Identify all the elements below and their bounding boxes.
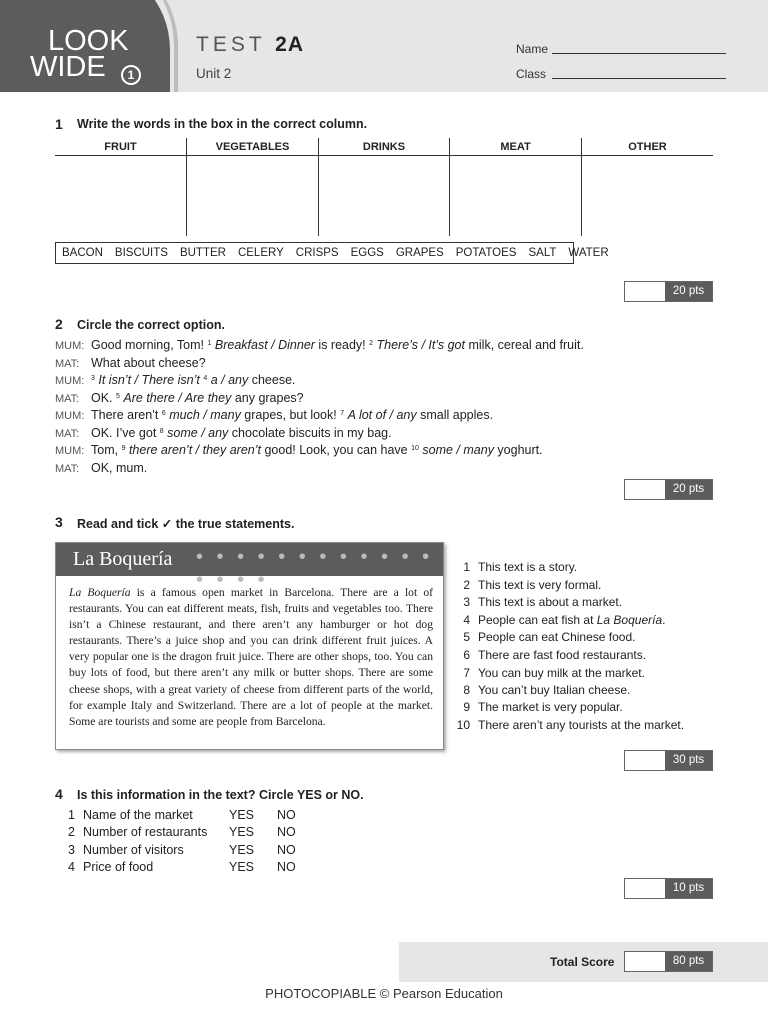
option-7[interactable]: A lot of / any (347, 408, 417, 422)
section-2-points: 20 pts (665, 480, 712, 499)
word-item: CRISPS (295, 247, 339, 259)
total-points: 80 pts (665, 952, 712, 971)
reading-title: La Boquería (73, 548, 173, 570)
info-item: 1 Name of the market YES NO (68, 808, 296, 822)
no-option[interactable]: NO (277, 825, 296, 839)
speaker: MUM: (55, 340, 85, 352)
section-1-points: 20 pts (665, 282, 712, 301)
statement-item[interactable]: 7 You can buy milk at the market. (463, 666, 645, 680)
dialogue-line: MAT: OK. I’ve got $^8$ some / any chocolate biscuits in my bag. (55, 426, 392, 440)
option-5[interactable]: Are there / Are they (123, 391, 232, 405)
yes-option[interactable]: YES (229, 843, 255, 857)
no-option[interactable]: NO (277, 860, 296, 874)
yes-option[interactable]: YES (229, 860, 255, 874)
logo-text-look: LOOK (48, 25, 129, 57)
info-item: 3 Number of visitors YES NO (68, 843, 296, 857)
no-option[interactable]: NO (277, 843, 296, 857)
section-3-number: 3 (55, 514, 63, 530)
class-field-line[interactable] (552, 78, 726, 79)
word-item: POTATOES (455, 247, 517, 259)
section-4-number: 4 (55, 786, 63, 802)
info-item: 4 Price of food YES NO (68, 860, 296, 874)
option-6[interactable]: much / many (169, 408, 241, 422)
statement-item[interactable]: 5 People can eat Chinese food. (463, 630, 636, 644)
statement-item[interactable]: 3 This text is about a market. (463, 595, 623, 609)
column-header: FRUIT (104, 141, 137, 153)
statement-item[interactable]: 8 You can’t buy Italian cheese. (463, 683, 631, 697)
section-2-score-box[interactable] (624, 479, 713, 500)
column-drinks[interactable] (318, 138, 449, 236)
footer-copyright: PHOTOCOPIABLE © Pearson Education (265, 986, 503, 1001)
word-item: GRAPES (395, 247, 444, 259)
option-4[interactable]: a / any (210, 373, 249, 387)
speaker: MUM: (55, 445, 85, 457)
name-field-line[interactable] (552, 53, 726, 54)
section-1-number: 1 (55, 116, 63, 132)
word-item: BUTTER (179, 247, 226, 259)
class-label: Class (516, 67, 547, 81)
section-4-title: Is this information in the text? Circle YES or NO. (77, 788, 364, 802)
option-10[interactable]: some / many (422, 443, 494, 457)
option-8[interactable]: some / any (167, 426, 229, 440)
dialogue-line: MAT: What about cheese? (55, 356, 206, 370)
section-4-score-box[interactable] (624, 878, 713, 899)
speaker: MAT: (55, 463, 80, 475)
word-item: SALT (528, 247, 557, 259)
section-1-title: Write the words in the box in the correct column. (77, 117, 368, 131)
no-option[interactable]: NO (277, 808, 296, 822)
dialogue-line: MUM: Tom, $^9$ there aren’t / they aren’t good! Look, you can have $^{10}$ some / many yoghurt. (55, 443, 543, 457)
total-score-label: Total Score (550, 955, 615, 969)
speaker: MUM: (55, 410, 85, 422)
speaker: MAT: (55, 428, 80, 440)
option-1[interactable]: Breakfast / Dinner (214, 338, 315, 352)
speaker: MAT: (55, 393, 80, 405)
column-header: DRINKS (362, 141, 406, 153)
column-header: VEGETABLES (215, 141, 290, 153)
info-item: 2 Number of restaurants YES NO (68, 825, 296, 839)
dialogue-line: MAT: OK. $^5$ Are there / Are they any grapes? (55, 391, 304, 405)
word-item: WATER (568, 247, 609, 259)
section-3-title: Read and tick ✓ the true statements. (77, 517, 295, 531)
yes-option[interactable]: YES (229, 825, 255, 839)
column-header: MEAT (500, 141, 531, 153)
column-meat[interactable] (449, 138, 581, 236)
unit-label: Unit 2 (196, 66, 232, 81)
test-id: 2A (275, 33, 304, 56)
statement-item[interactable]: 9 The market is very popular. (463, 700, 623, 714)
word-item: EGGS (350, 247, 384, 259)
reading-text-box (55, 542, 444, 750)
column-fruit[interactable] (55, 138, 186, 236)
name-label: Name (516, 42, 549, 56)
option-9[interactable]: there aren’t / they aren’t (128, 443, 261, 457)
option-3[interactable]: It isn’t / There isn’t (98, 373, 200, 387)
section-1-score-box[interactable] (624, 281, 713, 302)
statement-item[interactable]: 4 People can eat fish at La Boquería. (463, 613, 666, 627)
reading-header (56, 543, 443, 591)
speaker: MAT: (55, 358, 80, 370)
word-item: BACON (62, 247, 103, 259)
statement-item[interactable]: 10 There aren’t any tourists at the market. (456, 718, 685, 732)
statement-item[interactable]: 2 This text is very formal. (463, 578, 602, 592)
total-score-box[interactable] (624, 951, 713, 972)
logo-text-wide: WIDE (30, 51, 106, 83)
word-item: BISCUITS (114, 247, 168, 259)
yes-option[interactable]: YES (229, 808, 255, 822)
reading-passage: La Boquería is a famous open market in Barcelona. There are a lot of restaurants. You can eat different meats, fish, fruits and vegetables too. There isn’t a Chinese restaurant, and there aren’t any hamburger or hot dog restaurants. There’s a juice shop and you can drink different fruit juices. A very popular one is the dragon fruit juice. There are other shops, too. You can buy lots of food, but there aren’t any milk or butter shops. There are some cheese shops, with a great variety of cheese from different parts of the world, for example Italy and Switzerland. There are a lot of people at the market. Some are tourists and some are people from Barcelona. (69, 586, 433, 728)
section-4-points: 10 pts (665, 879, 712, 898)
category-table (55, 138, 713, 238)
decorative-dots: • • • • • • • • • • • • • • • • (196, 546, 434, 591)
section-3-score-box[interactable] (624, 750, 713, 771)
logo-level-badge: 1 (121, 65, 141, 85)
dialogue-line: MUM: $^3$ It isn’t / There isn’t $^4$ a / any cheese. (55, 373, 296, 387)
dialogue-line: MUM: There aren’t $^6$ much / many grapes, but look! $^7$ A lot of / any small apples. (55, 408, 494, 422)
column-vegetables[interactable] (186, 138, 318, 236)
section-2-title: Circle the correct option. (77, 318, 225, 332)
column-header: OTHER (628, 141, 667, 153)
test-title (196, 33, 304, 57)
column-other[interactable] (581, 138, 713, 236)
statement-item[interactable]: 6 There are fast food restaurants. (463, 648, 647, 662)
word-item: CELERY (237, 247, 284, 259)
option-2[interactable]: There’s / It’s got (376, 338, 465, 352)
word-box (55, 242, 609, 264)
dialogue-line: MUM: Good morning, Tom! $^1$ Breakfast / Dinner is ready! $^2$ There’s / It’s got milk, cereal and fruit. (55, 338, 584, 352)
section-3-points: 30 pts (665, 751, 712, 770)
section-2-number: 2 (55, 316, 63, 332)
test-prefix: TEST (196, 33, 266, 56)
dialogue-line: MAT: OK, mum. (55, 461, 148, 475)
speaker: MUM: (55, 375, 85, 387)
statement-item[interactable]: 1 This text is a story. (463, 560, 578, 574)
